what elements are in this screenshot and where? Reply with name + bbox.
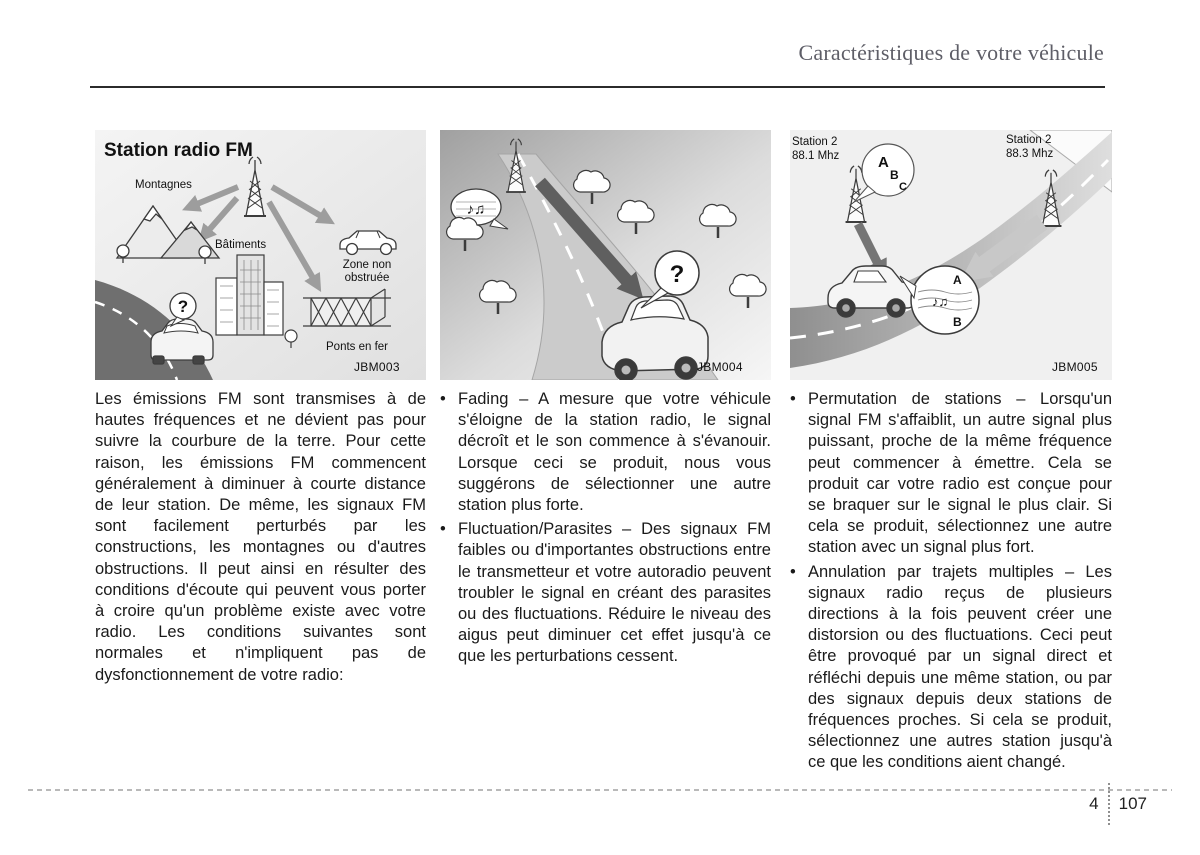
letter-b: B (890, 168, 899, 182)
figure3-caption: JBM005 (1052, 360, 1098, 374)
page-number-divider (1108, 783, 1110, 825)
bullet-item-fading (440, 389, 771, 516)
figure1-caption: JBM003 (354, 360, 400, 374)
question-mark: ? (669, 261, 685, 288)
figure1-title: Station radio FM (104, 140, 253, 161)
fm-station-illustration (95, 130, 426, 380)
music-notes-icon: ♪♫ (932, 294, 949, 309)
letter-a: A (878, 154, 889, 171)
bridge-label: Ponts en fer (326, 341, 389, 353)
station-right-freq: 88.3 Mhz (1006, 148, 1054, 160)
bullet-marker: • (790, 562, 796, 581)
music-letter-b: B (953, 315, 962, 329)
bullet-text-fluctuation: Fluctuation/Parasites – Des signaux FM faibles ou d'importantes obstructions entre le transmetteur et votre autoradio peuvent troubler le signal en créant des parasites ou des fluctuations. Réduire le niveau des aigus peut diminuer cet effet jusqu'à ce que les perturbations cessent. (458, 520, 771, 666)
figure2-caption: JBM004 (697, 360, 743, 374)
bullet-marker: • (440, 390, 446, 408)
bullet-item-permutation (790, 389, 1112, 559)
music-letter-a: A (953, 273, 962, 287)
letter-c: C (899, 181, 907, 193)
bullet-marker: • (790, 390, 796, 408)
mountains-label: Montagnes (135, 179, 192, 191)
column-3 (790, 130, 1112, 774)
fading-illustration (440, 130, 771, 380)
music-notes-icon: ♪♫ (466, 201, 486, 218)
station-right-name: Station 2 (1006, 134, 1052, 146)
footer-divider (28, 789, 1172, 791)
bullet-text-permutation: Permutation de stations – Lorsqu'un signal FM s'affaiblit, un autre signal plus puissant, proche de la même fréquence peut commencer à émettre. Cela se produit car votre radio est conçue pour se braquer sur le signal le plus clair. Si cela se produit, sélectionnez une autre station avec un signal plus fort. (808, 390, 1112, 557)
bullet-item-fluctuation (440, 519, 771, 667)
open-zone-label-line2: obstruée (344, 272, 390, 284)
buildings-label: Bâtiments (215, 239, 267, 251)
bullet-text-fading: Fading – A mesure que votre véhicule s'éloigne de la station radio, le signal décroît et le son commence à s'évanouir. Lorsque ceci se produit, nous vous suggérons de sélectionner une autre station plus forte. (458, 390, 771, 515)
station-left-freq: 88.1 Mhz (792, 150, 840, 162)
column-2 (440, 130, 771, 668)
bullet-marker: • (440, 520, 446, 539)
paragraph-fm-intro: Les émissions FM sont transmises à de hautes fréquences et ne dévient pas pour suivre la courbure de la terre. Pour cette raison, les émissions FM commencent généralement à diminuer à courte distance de leur station. De même, les signaux FM sont facilement perturbés par les constructions, les montagnes ou d'autres obstructions. Il peut ainsi en résulter des conditions d'écoute qui peuvent vous porter à croire qu'un problème existe avec votre radio. Les conditions suivantes sont normales et n'impliquent pas de dysfonctionnement de votre radio: (95, 390, 426, 684)
page-section-number: 4 (1089, 794, 1099, 813)
open-zone-label-line1: Zone non (342, 259, 392, 271)
bullet-list-col2 (440, 389, 771, 668)
question-mark: ? (177, 297, 189, 316)
figure-station-swap (790, 130, 1112, 380)
station-left-name: Station 2 (792, 136, 838, 148)
page-number-value: 107 (1118, 794, 1147, 813)
figure-fm-station (95, 130, 426, 380)
header-divider (90, 86, 1105, 88)
figure-fading (440, 130, 771, 380)
bullet-text-annulation: Annulation par trajets multiples – Les signaux radio reçus de plusieurs directions à la fois peuvent créer une distorsion ou des fluctuations. Ceci peut être provoqué par un signal direct et réfléchi depuis une même station, ou par des signaux depuis deux stations de fréquences proches. Si cela se produit, sélectionnez une autres station jusqu'à ce que les conditions aient changé. (808, 562, 1112, 772)
page-title: Caractéristiques de votre véhicule (798, 40, 1104, 65)
page-number (1089, 783, 1147, 825)
bullet-list-col3 (790, 389, 1112, 774)
bullet-item-annulation (790, 562, 1112, 774)
station-swap-illustration (790, 130, 1112, 380)
column-1 (95, 130, 426, 686)
